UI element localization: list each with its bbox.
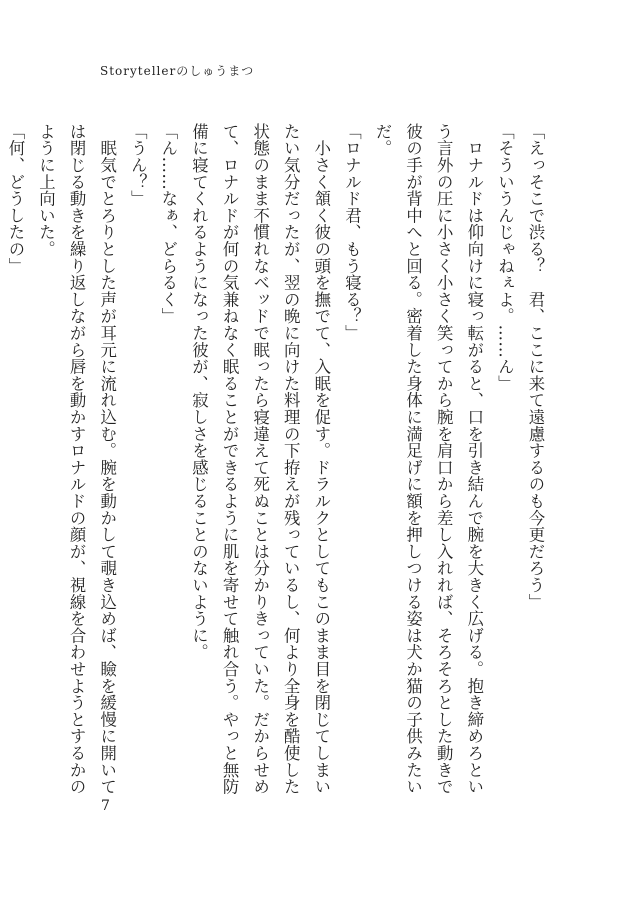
paragraph: 「えっそこで渋る？ 君、ここに来て遠慮するのも今更だろう」 [526,123,545,611]
paragraph: 「ロナルド君、もう寝る？」 [342,123,362,342]
paragraph: 「ん……なぁ、どらるく」 [158,123,178,325]
paragraph: 小さく頷く彼の頭を撫でて、入眠を促す。ドラルクとしてもこのまま目を閉じてしまいたい気分だったが、翌の晩に向けた料理の下拵えが残っているし、何より全身を酷使した状態のまま不慣れなベッドで眠ったら寝違えて死ぬことは分かりきっていた。だからせめて、ロナルドが何の気兼ねなく眠ることができるように肌を寄せて触れ合う。やっと無防備に寝てくれるようになった彼が、寂しさを感じることのないように。 [189,123,331,795]
paragraph: 眠気でとろりとした声が耳元に流れ込む。腕を動かして覗き込めば、瞼を緩慢に開いては閉じる動きを繰り返しながら唇を動かすロナルドの顔が、視線を合わせようとするかのように上向いた。 [36,123,117,795]
running-head: Storytellerのしゅうまつ [100,64,255,78]
paragraph: 「うん？」 [128,123,148,207]
paragraph: 「そういうんじゃねぇよ。……ん」 [495,123,515,392]
paragraph: ロナルドは仰向けに寝っ転がると、口を引き結んで腕を大きく広げる。抱き締めろという言外の圧に小さく小さく笑ってから腕を肩口から差し入れれば、そろそろとした動きで彼の手が背中へと回る。密着した身体に満足げに額を押しつける姿は犬か猫の子供みたいだ。 [373,123,484,795]
body-text [5,123,550,795]
paragraph: 「何、どうしたの」 [5,123,25,275]
page-number: 7 [101,798,110,814]
